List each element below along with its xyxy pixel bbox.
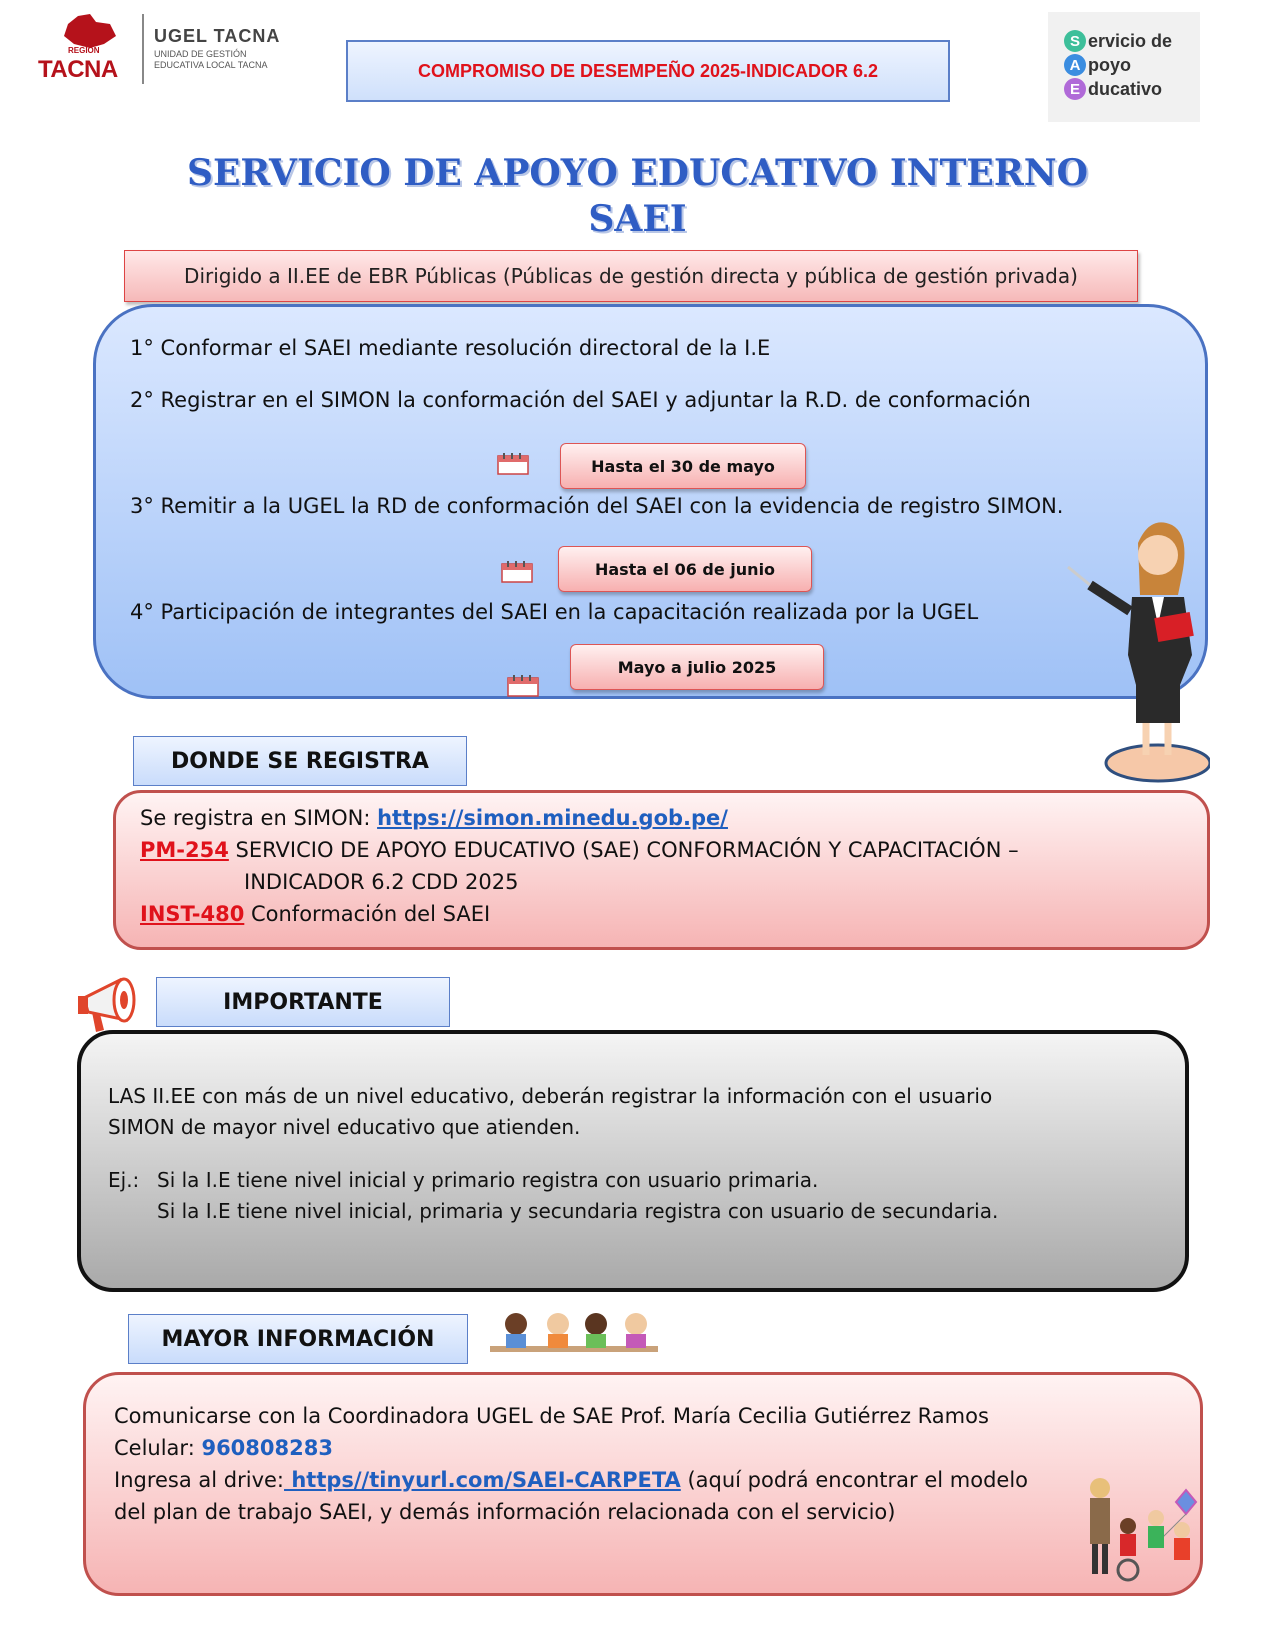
info-phone-line — [114, 1436, 333, 1460]
family-kids-illustration — [1070, 1470, 1200, 1590]
important-example-label: Ej.: — [108, 1168, 140, 1192]
logo-tacna-text: TACNA — [38, 56, 118, 83]
info-phone-label: Celular: — [114, 1436, 202, 1460]
important-box — [77, 1030, 1189, 1292]
important-example-1: Si la I.E tiene nivel inicial y primario registra con usuario primaria. — [157, 1168, 819, 1192]
info-drive-suffix: (aquí podrá encontrar el modelo — [680, 1468, 1028, 1492]
logo-ugel-text: UGEL TACNA — [154, 26, 281, 46]
info-coordinator: Comunicarse con la Coordinadora UGEL de SAE Prof. María Cecilia Gutiérrez Ramos — [114, 1404, 989, 1428]
compromiso-banner: COMPROMISO DE DESEMPEÑO 2025-INDICADOR 6.2 — [346, 40, 950, 102]
logo-region-text: REGIÓN — [68, 46, 100, 55]
calendar-icon — [496, 452, 530, 476]
registra-simon-line — [140, 806, 728, 830]
children-studying-illustration — [486, 1310, 662, 1366]
inst-code-link[interactable]: INST-480 — [140, 902, 245, 926]
simon-link[interactable]: https://simon.minedu.gob.pe/ — [377, 806, 728, 830]
ugel-tacna-logo — [38, 14, 328, 90]
inst-text: Conformación del SAEI — [244, 902, 491, 926]
sae-logo — [1048, 12, 1200, 122]
sae-logo-word: poyo — [1088, 54, 1131, 75]
logo-subtitle-2: EDUCATIVA LOCAL TACNA — [154, 60, 268, 70]
sae-logo-letter: A — [1064, 54, 1086, 76]
page-title — [0, 150, 1275, 242]
registra-inst-line — [140, 902, 490, 926]
registra-pm-line-2: INDICADOR 6.2 CDD 2025 — [244, 870, 519, 894]
important-example-2: Si la I.E tiene nivel inicial, primaria y secundaria registra con usuario de secundaria. — [157, 1199, 999, 1223]
page-title-line-1: SERVICIO DE APOYO EDUCATIVO INTERNO — [186, 152, 1089, 194]
date-badge: Hasta el 06 de junio — [558, 546, 812, 592]
section-label-importante: IMPORTANTE — [156, 977, 450, 1027]
step-3: 3° Remitir a la UGEL la RD de conformación del SAEI con la evidencia de registro SIMON. — [130, 494, 1064, 518]
sae-logo-word: ervicio de — [1088, 30, 1173, 51]
sae-logo-word: ducativo — [1088, 78, 1163, 99]
info-phone-number[interactable]: 960808283 — [201, 1436, 333, 1460]
pm-code-link[interactable]: PM-254 — [140, 838, 229, 862]
section-label-info: MAYOR INFORMACIÓN — [128, 1314, 468, 1364]
date-badge: Hasta el 30 de mayo — [560, 443, 806, 489]
registra-prefix: Se registra en SIMON: — [140, 806, 378, 830]
step-2: 2° Registrar en el SIMON la conformación del SAEI y adjuntar la R.D. de conformación — [130, 388, 1031, 412]
logo-divider — [142, 14, 144, 84]
important-text-2: SIMON de mayor nivel educativo que atienden. — [108, 1115, 581, 1139]
important-text-1: LAS II.EE con más de un nivel educativo, deberán registrar la información con el usuario — [108, 1084, 993, 1108]
info-drive-line — [114, 1468, 1028, 1492]
step-1: 1° Conformar el SAEI mediante resolución directoral de la I.E — [130, 336, 771, 360]
registra-pm-line — [140, 838, 1019, 862]
sae-logo-row — [1064, 78, 1162, 100]
teacher-illustration — [1060, 515, 1210, 785]
info-drive-label: Ingresa al drive: — [114, 1468, 285, 1492]
logo-subtitle-1: UNIDAD DE GESTIÓN — [154, 49, 247, 59]
sae-logo-letter: S — [1064, 30, 1086, 52]
step-4: 4° Participación de integrantes del SAEI en la capacitación realizada por la UGEL — [130, 600, 979, 624]
info-drive-line-2: del plan de trabajo SAEI, y demás información relacionada con el servicio) — [114, 1500, 896, 1524]
section-label-registra: DONDE SE REGISTRA — [133, 736, 467, 786]
calendar-icon — [500, 560, 534, 584]
calendar-icon — [506, 674, 540, 698]
dirigido-banner: Dirigido a II.EE de EBR Públicas (Públicas de gestión directa y pública de gestión privada) — [124, 250, 1138, 302]
drive-link[interactable]: https//tinyurl.com/SAEI-CARPETA — [284, 1468, 681, 1492]
page-title-line-2: SAEI — [588, 198, 687, 240]
pm-text: SERVICIO DE APOYO EDUCATIVO (SAE) CONFORMACIÓN Y CAPACITACIÓN – — [228, 838, 1019, 862]
sae-logo-letter: E — [1064, 78, 1086, 100]
date-badge: Mayo a julio 2025 — [570, 644, 824, 690]
sae-logo-row — [1064, 30, 1172, 52]
sae-logo-row — [1064, 54, 1131, 76]
